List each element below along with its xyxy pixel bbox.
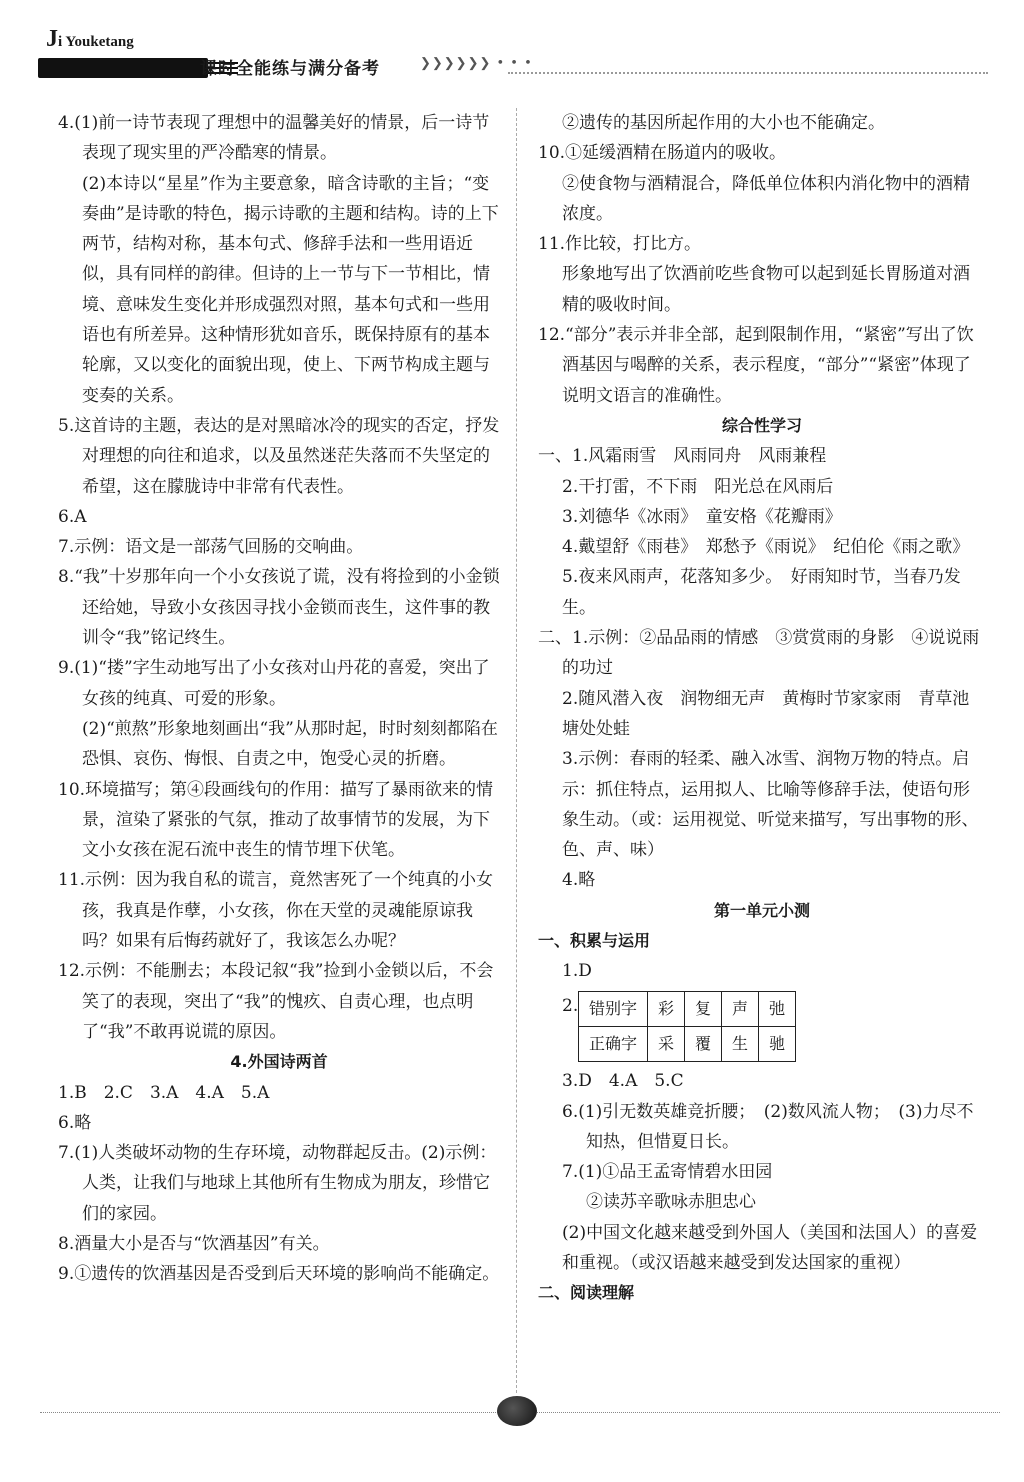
unit-answer-2-number: 2. — [562, 995, 579, 1016]
table-cell: 覆 — [685, 1026, 722, 1061]
header-chevrons: ❯❯❯❯❯❯ • • • — [420, 56, 533, 71]
unit-answer-2 — [538, 991, 986, 1063]
table-row — [579, 991, 796, 1026]
table-cell: 驰 — [759, 1026, 796, 1061]
zh-answer-8: 3.示例：春雨的轻柔、融入冰雪、润物万物的特点。启示：抓住特点，运用拟人、比喻等修辞手法，使语句形象生动。（或：运用视觉、听觉来描写，写出事物的形、色、声、味） — [562, 749, 979, 861]
page-ornament — [497, 1396, 537, 1426]
s4-answer-8: 8.酒量大小是否与“饮酒基因”有关。 — [58, 1233, 330, 1254]
zh-answer-7: 2.随风潜入夜 润物细无声 黄梅时节家家雨 青草池塘处处蛙 — [562, 688, 970, 739]
s4-answer-7: 7.(1)人类破坏动物的生存环境，动物群起反击。(2)示例：人类，让我们与地球上其他所有生物成为朋友，珍惜它们的家园。 — [58, 1143, 497, 1224]
zh-answer-6: 二、1.示例：②品品雨的情感 ③赏赏雨的身影 ④说说雨的功过 — [538, 628, 980, 679]
answer-6: 6.A — [58, 506, 87, 527]
zh-answer-4: 4.戴望舒《雨巷》 郑愁予《雨说》 纪伯伦《雨之歌》 — [562, 537, 970, 558]
s4-answer-11b: 形象地写出了饮酒前吃些食物可以起到延长胃肠道对酒精的吸收时间。 — [562, 264, 970, 315]
right-column — [538, 108, 986, 1309]
answer-7: 7.示例：语文是一部荡气回肠的交响曲。 — [58, 537, 364, 558]
table-row — [579, 1026, 796, 1061]
s4-answer-10a: 10.①延缓酒精在肠道内的吸收。 — [538, 143, 787, 164]
s4-answer-9: 9.①遗传的饮酒基因是否受到后天环境的影响尚不能确定。 — [58, 1264, 500, 1285]
answer-8: 8.“我”十岁那年向一个小女孩说了谎，没有将捡到的小金锁还给她，导致小女孩因寻找小金锁而丧生，这件事的教训令“我”铭记终生。 — [58, 567, 500, 649]
page-header — [38, 18, 998, 80]
table-header-cell: 错别字 — [579, 991, 648, 1026]
unit-answer-7c: (2)中国文化越来越受到外国人（美国和法国人）的喜爱和重视。（或汉语越来越受到发达国家的重视） — [562, 1222, 978, 1273]
zh-answer-3: 3.刘德华《冰雨》 童安格《花瓣雨》 — [562, 506, 842, 527]
s4-answer-10b: ②使食物与酒精混合，降低单位体积内消化物中的酒精浓度。 — [562, 173, 970, 224]
answer-11: 11.示例：因为我自私的谎言，竟然害死了一个纯真的小女孩，我真是作孽，小女孩，你在天堂的灵魂能原谅我吗？如果有后悔药就好了，我该怎么办呢？ — [58, 870, 494, 952]
series-title: 课时全能练与满分备考 — [200, 59, 380, 79]
zh-answer-1: 一、1.风霜雨雪 风雨同舟 风雨兼程 — [538, 446, 827, 467]
s4-answer-6: 6.略 — [58, 1112, 92, 1133]
answer-10: 10.环境描写；第④段画线句的作用：描写了暴雨欲来的情景，渲染了紧张的气氛，推动了故事情节的发展，为下文小女孩在泥石流中丧生的情节埋下伏笔。 — [58, 779, 494, 861]
s4-answer-12: 12.“部分”表示并非全部，起到限制作用，“紧密”写出了饮酒基因与喝醉的关系，表示程度，“部分”“紧密”体现了说明文语言的准确性。 — [538, 325, 974, 406]
unit-answer-6: 6.(1)引无数英雄竞折腰； (2)数风流人物； (3)力尽不知热，但惜夏日长。 — [562, 1101, 974, 1152]
unit-answer-1: 1.D — [562, 961, 592, 982]
answer-9-2: (2)“煎熬”形象地刻画出“我”从那时起，时时刻刻都陷在恐惧、哀伤、悔恨、自责之中，饱受心灵的折磨。 — [82, 718, 498, 770]
table-cell: 声 — [722, 991, 759, 1026]
brand-logo: Ji Youketang — [46, 26, 134, 52]
table-cell: 弛 — [759, 991, 796, 1026]
zh-answer-9: 4.略 — [562, 870, 596, 891]
header-dotted-rule — [508, 72, 988, 74]
s4-answer-1-5: 1.B 2.C 3.A 4.A 5.A — [58, 1082, 270, 1103]
s4-answer-9b: ②遗传的基因所起作用的大小也不能确定。 — [562, 113, 885, 133]
table-cell: 采 — [648, 1026, 685, 1061]
unit-subsection-2: 二、阅读理解 — [538, 1283, 635, 1303]
column-divider — [516, 108, 517, 1393]
section-title-unit-test: 第一单元小测 — [713, 900, 810, 920]
answer-12: 12.示例：不能删去；本段记叙“我”捡到小金锁以后，不会笑了的表现，突出了“我”的愧疚、自责心理，也点明了“我”不敢再说谎的原因。 — [58, 961, 494, 1042]
unit-answer-7a: 7.(1)①品王孟寄情碧水田园 — [562, 1162, 773, 1183]
zh-answer-5: 5.夜来风雨声，花落知多少。 好雨知时节，当春乃发生。 — [562, 567, 961, 618]
answer-9-1: 9.(1)“搂”字生动地写出了小女孩对山丹花的喜爱，突出了女孩的纯真、可爱的形象。 — [58, 658, 490, 709]
table-cell: 生 — [722, 1026, 759, 1061]
section-title-comprehensive: 综合性学习 — [721, 415, 802, 435]
unit-answer-7b: ②读苏辛歌咏赤胆忠心 — [586, 1192, 756, 1213]
unit-subsection-1: 一、积累与运用 — [538, 931, 651, 951]
zh-answer-2: 2.干打雷，不下雨 阳光总在风雨后 — [562, 476, 834, 497]
left-column — [58, 108, 500, 1290]
s4-answer-11a: 11.作比较，打比方。 — [538, 234, 702, 255]
answer-5: 5.这首诗的主题，表达的是对黑暗冰冷的现实的否定，抒发对理想的向往和追求，以及虽然迷茫失落而不失坚定的希望，这在朦胧诗中非常有代表性。 — [58, 415, 500, 497]
section-title-foreign-poems: 4.外国诗两首 — [230, 1052, 328, 1072]
answer-4-2: (2)本诗以“星星”作为主要意象，暗含诗歌的主旨；“变奏曲”是诗歌的特色，揭示诗歌的主题和结构。诗的上下两节，结构对称，基本句式、修辞手法和一些用语近似，具有同样的韵律。但诗的上一节与下一节相比，情境、意味发生变化并形成强烈对照，基本句式和一些用语也有所差异。这种情形犹如音乐，既保持原有的基本轮廓，又以变化的面貌出现，使上、下两节构成主题与变奏的关系。 — [82, 173, 499, 406]
table-header-cell: 正确字 — [579, 1026, 648, 1061]
table-cell: 彩 — [648, 991, 685, 1026]
unit-answer-3-5: 3.D 4.A 5.C — [562, 1071, 684, 1092]
correction-table — [578, 991, 796, 1063]
answer-4-1: 4.(1)前一诗节表现了理想中的温馨美好的情景，后一诗节表现了现实里的严冷酷寒的情景。 — [58, 113, 490, 164]
table-cell: 复 — [685, 991, 722, 1026]
